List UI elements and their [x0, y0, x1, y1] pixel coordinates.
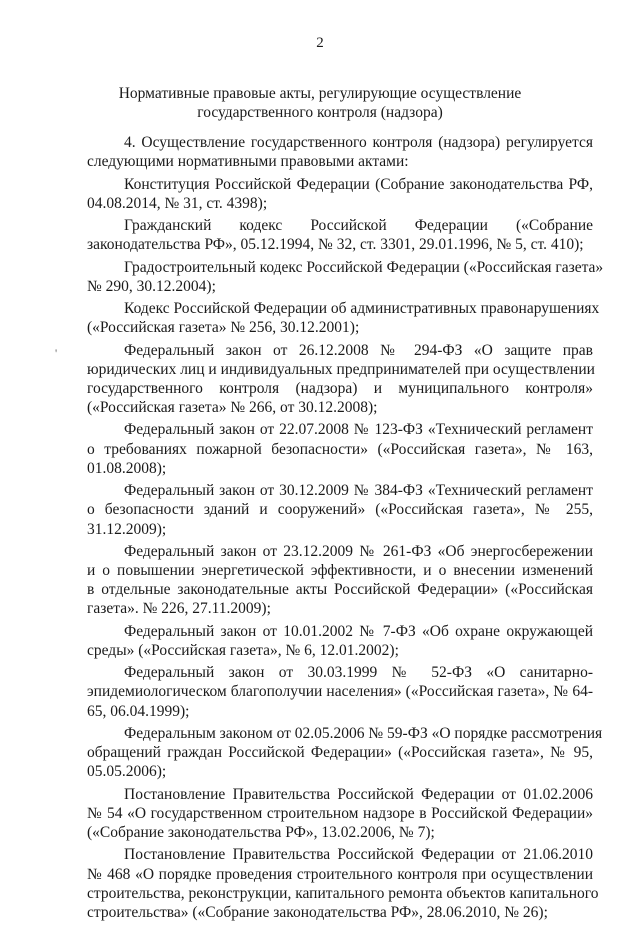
- paragraph-line: 05.05.2006);: [87, 763, 167, 781]
- paragraph-line: следующими нормативными правовыми актами:: [87, 153, 409, 171]
- paragraph-line: юридических лиц и индивидуальных предпринимателей при осуществлении: [87, 360, 595, 378]
- paragraph-line: обращений граждан Российской Федерации» («Российская газета», № 95,: [87, 744, 593, 762]
- paragraph-line: Федеральный закон от 23.12.2009 № 261-ФЗ «Об энергосбережении: [124, 542, 593, 560]
- paragraph-line: № 290, 30.12.2004);: [87, 277, 216, 295]
- paragraph: [87, 542, 593, 619]
- document-body: [87, 133, 604, 925]
- paragraph: [87, 724, 603, 782]
- paragraph-line: Постановление Правительства Российской Федерации от 21.06.2010: [124, 846, 593, 864]
- paragraph-line: о безопасности зданий и сооружений» («Российская газета», № 255,: [87, 501, 593, 519]
- paragraph-line: Федеральный закон от 10.01.2002 № 7-ФЗ «Об охране окружающей: [124, 622, 593, 640]
- paragraph-line: газета». № 226, 27.11.2009);: [87, 600, 271, 618]
- paragraph-line: о требованиях пожарной безопасности» («Российская газета», № 163,: [87, 440, 593, 458]
- paragraph: [87, 420, 593, 478]
- paragraph-line: («Российская газета» № 256, 30.12.2001);: [87, 319, 360, 337]
- paragraph-line: № 54 «О государственном строительном надзоре в Российской Федерации»: [87, 804, 593, 822]
- paragraph: [87, 663, 593, 721]
- stray-mark: ': [55, 346, 58, 360]
- paragraph-line: Постановление Правительства Российской Федерации от 01.02.2006: [124, 785, 593, 803]
- paragraph-line: 65, 06.04.1999);: [87, 702, 190, 720]
- paragraph-line: Федеральный закон от 26.12.2008 № 294-ФЗ «О защите прав: [124, 341, 593, 359]
- paragraph-line: Федеральный закон от 30.12.2009 № 384-ФЗ «Технический регламент: [124, 482, 593, 500]
- paragraph-line: среды» («Российская газета», № 6, 12.01.2002);: [87, 641, 399, 659]
- paragraph-line: в отдельные законодательные акты Российской Федерации» («Российская: [87, 581, 593, 599]
- paragraph-line: («Российская газета» № 266, от 30.12.2008);: [87, 399, 378, 417]
- paragraph-line: Гражданский кодекс Российской Федерации («Собрание: [124, 217, 593, 234]
- paragraph-line: эпидемиологическом благополучии населения» («Российская газета», № 64-: [87, 683, 593, 701]
- paragraph: [87, 258, 604, 296]
- paragraph: [87, 341, 593, 418]
- paragraph-line: 04.08.2014, № 31, ст. 4398);: [87, 194, 268, 212]
- paragraph-line: государственного контроля (надзора) и муниципального контроля»: [87, 379, 593, 397]
- paragraph-line: 31.12.2009);: [87, 520, 167, 538]
- paragraph-line: строительства» («Собрание законодательства РФ», 28.06.2010, № 26);: [87, 903, 548, 921]
- paragraph-line: Федеральным законом от 02.05.2006 № 59-ФЗ «О порядке рассмотрения: [124, 724, 603, 742]
- heading-line-2: государственного контроля (надзора): [197, 104, 443, 121]
- paragraph: [87, 622, 593, 660]
- page-number: 2: [316, 35, 324, 51]
- paragraph-line: 01.08.2008);: [87, 459, 167, 477]
- paragraph: [87, 133, 593, 171]
- paragraph-line: Кодекс Российской Федерации об административных правонарушениях: [124, 300, 600, 317]
- paragraph: [87, 216, 593, 254]
- heading-line-1: Нормативные правовые акты, регулирующие осуществление: [118, 85, 522, 102]
- paragraph: [87, 845, 599, 922]
- paragraph: [87, 785, 593, 843]
- paragraph-line: Конституция Российской Федерации (Собрание законодательства РФ,: [124, 175, 593, 193]
- section-heading: [100, 84, 540, 122]
- paragraph-line: Федеральный закон от 30.03.1999 № 52-ФЗ «О санитарно-: [124, 664, 593, 682]
- paragraph-line: 4. Осуществление государственного контроля (надзора) регулируется: [124, 134, 593, 151]
- paragraph-line: строительства, реконструкции, капитального ремонта объектов капитального: [87, 884, 599, 902]
- paragraph: [87, 175, 593, 213]
- paragraph-line: законодательства РФ», 05.12.1994, № 32, ст. 3301, 29.01.1996, № 5, ст. 410);: [87, 236, 584, 254]
- paragraph-line: и о повышении энергетической эффективности, и о внесении изменений: [87, 562, 593, 580]
- paragraph: [87, 481, 593, 539]
- paragraph: [87, 299, 600, 337]
- paragraph-line: № 468 «О порядке проведения строительного контроля при осуществлении: [87, 865, 593, 883]
- paragraph-line: («Собрание законодательства РФ», 13.02.2006, № 7);: [87, 824, 435, 842]
- paragraph-line: Градостроительный кодекс Российской Федерации («Российская газета»: [124, 258, 604, 276]
- paragraph-line: Федеральный закон от 22.07.2008 № 123-ФЗ «Технический регламент: [124, 421, 593, 439]
